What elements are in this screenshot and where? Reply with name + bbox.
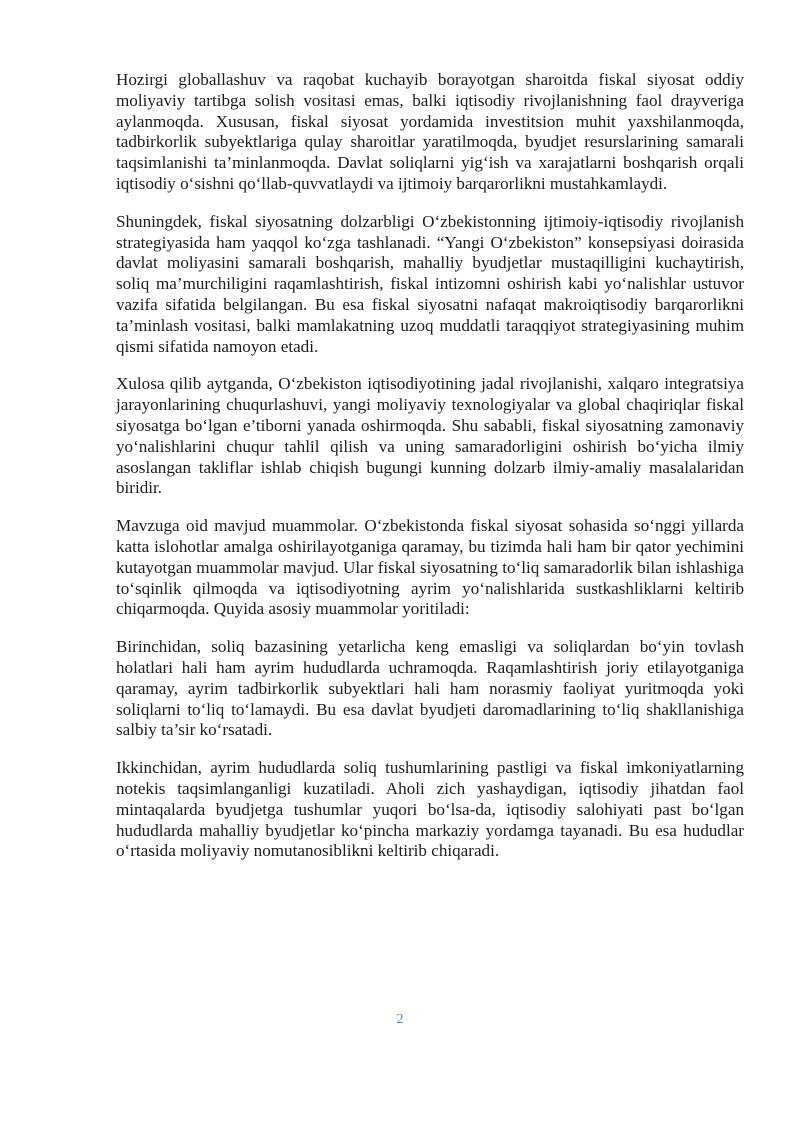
paragraph-problems-intro: Mavzuga oid mavjud muammolar. O‘zbekistonda fiskal siyosat sohasida so‘nggi yillarda katta islohotlar amalga oshirilayotganiga qaramay, bu tizimda hali ham bir qator yechimini kutayotgan muammolar mavjud. Ular fiskal siyosatning to‘liq samaradorlik bilan ishlashiga to‘sqinlik qilmoqda va iqtisodiyotning ayrim yo‘nalishlarida sustkashliklarni keltirib chiqarmoqda. Quyida asosiy muammolar yoritiladi: <box>116 516 744 619</box>
paragraph-globalization: Hozirgi globallashuv va raqobat kuchayib borayotgan sharoitda fiskal siyosat oddiy moliyaviy tartibga solish vositasi emas, balki iqtisodiy rivojlanishning faol drayveriga aylanmoqda. Xususan, fiskal siyosat yordamida investitsion muhit yaxshilanmoqda, tadbirkorlik subyektlariga qulay sharoitlar yaratilmoqda, byudjet resurslarining samarali taqsimlanishi ta’minlanmoqda. Davlat soliqlarni yig‘ish va xarajatlarni boshqarish orqali iqtisodiy o‘sishni qo‘llab-quvvatlaydi va ijtimoiy barqarorlikni mustahkamlaydi. <box>116 70 744 193</box>
paragraph-first-problem: Birinchidan, soliq bazasining yetarlicha keng emasligi va soliqlardan bo‘yin tovlash holatlari hali ham ayrim hududlarda uchramoqda. Raqamlashtirish joriy etilayotganiga qaramay, ayrim tadbirkorlik subyektlari hali ham norasmiy faoliyat yuritmoqda yoki soliqlarni to‘liq to‘lamaydi. Bu esa davlat byudjeti daromadlarining to‘liq shakllanishiga salbiy ta’sir ko‘rsatadi. <box>116 637 744 740</box>
paragraph-second-problem: Ikkinchidan, ayrim hududlarda soliq tushumlarining pastligi va fiskal imkoniyatlarning notekis taqsimlanganligi kuzatiladi. Aholi zich yashaydigan, iqtisodiy jihatdan faol mintaqalarda byudjetga tushumlar yuqori bo‘lsa-da, iqtisodiy salohiyati past bo‘lgan hududlarda mahalliy byudjetlar ko‘pincha markaziy yordamga tayanadi. Bu esa hududlar o‘rtasida moliyaviy nomutanosiblikni keltirib chiqaradi. <box>116 758 744 861</box>
page-number: 2 <box>396 1012 404 1027</box>
paragraph-relevance: Shuningdek, fiskal siyosatning dolzarbligi O‘zbekistonning ijtimoiy-iqtisodiy rivojlanish strategiyasida ham yaqqol ko‘zga tashlanadi. “Yangi O‘zbekiston” konsepsiyasi doirasida davlat moliyasini samarali boshqarish, mahalliy byudjetlar mustaqilligini kuchaytirish, soliq ma’murchiligini raqamlashtirish, fiskal intizomni oshirish kabi yo‘nalishlar ustuvor vazifa sifatida belgilangan. Bu esa fiskal siyosatni nafaqat makroiqtisodiy barqarorlikni ta’minlash vositasi, balki mamlakatning uzoq muddatli taraqqiyot strategiyasining muhim qismi sifatida namoyon etadi. <box>116 211 744 356</box>
paragraph-conclusion: Xulosa qilib aytganda, O‘zbekiston iqtisodiyotining jadal rivojlanishi, xalqaro integratsiya jarayonlarining chuqurlashuvi, yangi moliyaviy texnologiyalar va global chaqiriqlar fiskal siyosatga bo‘lgan e’tiborni yanada oshirmoqda. Shu sababli, fiskal siyosatning zamonaviy yo‘nalishlarini chuqur tahlil qilish va uning samaradorligini oshirish bo‘yicha ilmiy asoslangan takliflar ishlab chiqish bugungi kunning dolzarb ilmiy-amaliy masalalaridan biridir. <box>116 374 744 498</box>
document-body <box>116 70 744 879</box>
